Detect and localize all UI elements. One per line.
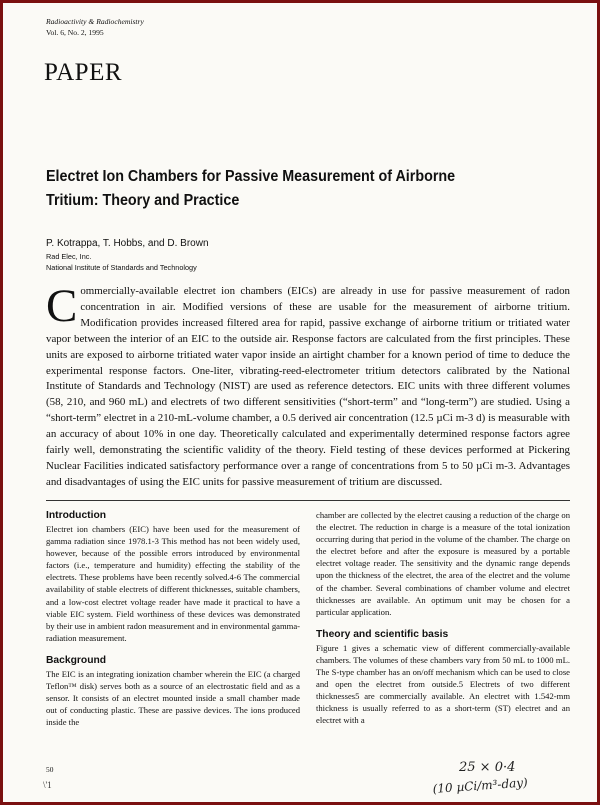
journal-name: Radioactivity & Radiochemistry <box>46 17 144 26</box>
paper-title: Electret Ion Chambers for Passive Measurement of Airborne Tritium: Theory and Practice <box>46 168 456 209</box>
theory-text: Figure 1 gives a schematic view of different commercially-available chambers. The volumes of these chambers vary from 50 mL to 1000 mL. The S-type chamber has an on/off mechanism which can be used to close and open the electret from outside.5 Electrets of two different thicknesses5 are commercially available. An electret with 1.542-mm thickness is usually referred to as a short-term (ST) electret and an electret with a <box>316 642 570 726</box>
background-heading: Background <box>46 654 107 666</box>
affiliation: Rad Elec, Inc. <box>46 252 92 261</box>
abstract-dropcap: C <box>46 280 78 332</box>
journal-header <box>46 16 144 38</box>
right-column <box>316 509 570 727</box>
abstract-text: ommercially-available electret ion chambers (EICs) are already in use for passive measurement of radon concentration in air. Modified versions of these are usable for the measurement of airborne tritium. Modification provides increased filtered area for rapid, passive exchange of airborne tritium or tritiated water vapor between the interior of an EIC to the outside air. Response factors are calculated from the first principles. These units are exposed to airborne tritiated water vapor inside an airtight chamber for a known period of time to deduce the experimental response factors. One-liter, vibrating-reed-electrometer tritium detectors calibrated by the National Institute of Standards and Technology (NIST) are used as reference detectors. EIC units with three different volumes (58, 210, and 960 mL) and electrets of two different sensitivities (“short-term” and “long-term”) are studied. Using a “short-term” electret in a 210-mL-volume chamber, a 0.5 derived air concentration (12.5 µCi m-3 d) is measurable with an accuracy of about 10% in one day. Theoretically calculated and experimentally determined response factors agree fairly well, demonstrating the scientific validity of the theory. Field testing of these devices performed at Pickering Nuclear Facilities indicated satisfactory performance over a range of concentrations from 5 to 50 µCi m-3. Advantages and disadvantages of using the EIC units for passive measurement of tritium are discussed. <box>46 285 570 488</box>
theory-heading: Theory and scientific basis <box>316 628 449 640</box>
abstract <box>46 280 570 491</box>
page-number: 50 <box>46 765 54 774</box>
affiliation-note: National Institute of Standards and Technology <box>46 263 197 272</box>
continued-text: chamber are collected by the electret causing a reduction of the charge on the electret. The reduction in charge is a measure of the total ionization occurring during that period in the volume of the chamber. The charge on the electret before and after the exposure is measured by a portable electret voltage reader. The sensitivity and the dynamic range depends upon the thickness of the electret, the area of the electret and the volume of the chamber. Several combinations of chamber volume and electret thicknesses are available. An optimum unit may be chosen for a particular application. <box>316 510 570 617</box>
introduction-heading: Introduction <box>46 510 107 521</box>
journal-volume: Vol. 6, No. 2, 1995 <box>46 28 104 37</box>
left-column <box>46 509 300 728</box>
corner-mark: \'1 <box>43 780 52 790</box>
handwritten-note <box>423 755 573 799</box>
background-text: The EIC is an integrating ionization chamber wherein the EIC (a charged Teflon™ disk) serves both as a source of an electrostatic field and as a sensor. It consists of an electret mounted inside a small chamber made out of conducting plastic. These are passive devices. The ions produced inside the <box>46 668 300 728</box>
handwritten-line-1: 25 × 0·4 <box>459 760 516 775</box>
section-divider <box>46 500 570 501</box>
authors: P. Kotrappa, T. Hobbs, and D. Brown <box>46 238 209 249</box>
handwritten-line-2: (10 µCi/m³-day) <box>432 775 529 796</box>
article-type: PAPER <box>44 59 123 86</box>
paper-page <box>3 3 597 802</box>
introduction-text: Electret ion chambers (EIC) have been used for the measurement of gamma radiation since 1978.1-3 This method has not been widely used, however, because of the possible errors introduced by environmental factors (i.e., temperature and humidity) effecting the stability of the electrets. These problems have been recently solved.4-6 The commercial availability of stable electrets of different thicknesses, suitable chambers, and a low-cost electret voltage reader have made it practical to have a viable EIC system. Field worthiness of these devices was demonstrated by their use in ambient radon measurement and in environmental gamma-radiation measurement. <box>46 524 300 643</box>
